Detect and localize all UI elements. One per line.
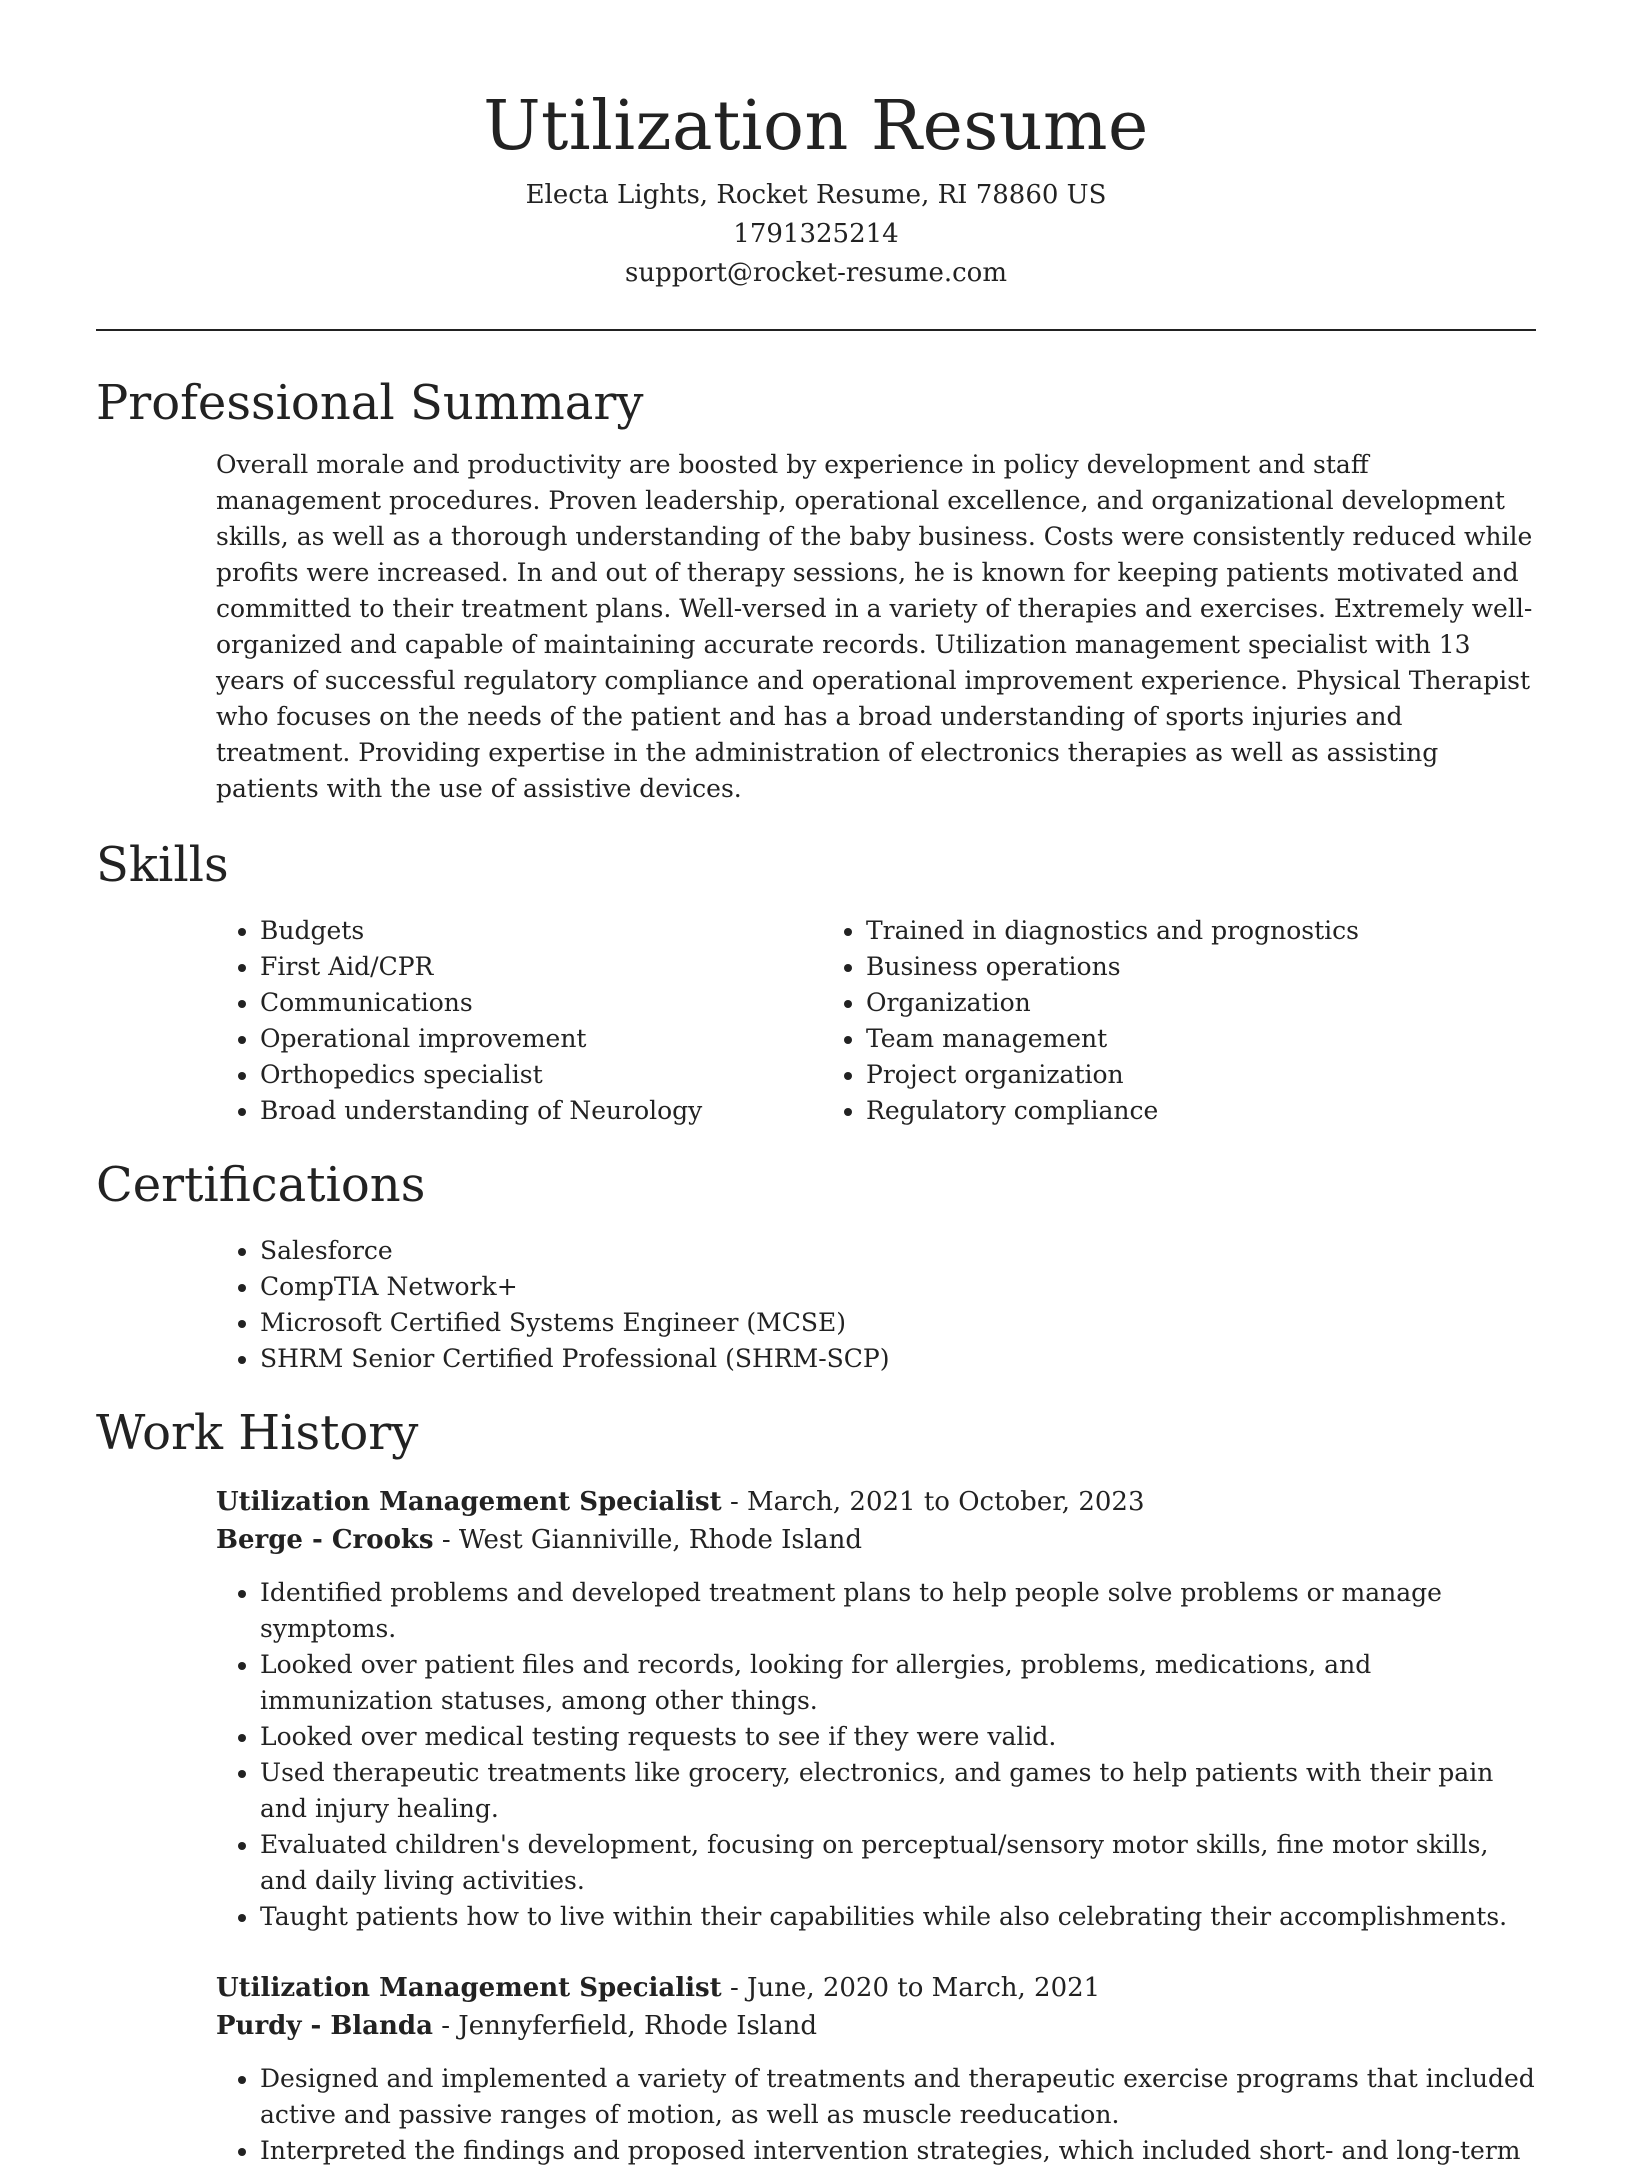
job-duty: • Evaluated children's development, focusing on perceptual/sensory motor skills, fine motor skills, and daily living activities. [260, 1827, 1536, 1899]
skill-item: • Organization [866, 985, 1536, 1021]
certification-item: • SHRM Senior Certified Professional (SHRM-SCP) [260, 1341, 1536, 1377]
job-duty: • Looked over patient files and records, looking for allergies, problems, medications, and immunization statuses, among other things. [260, 1647, 1536, 1719]
summary-text: Overall morale and productivity are boosted by experience in policy development and staff management procedures. Proven leadership, operational excellence, and organizational development skills, as well as a thorough understanding of the baby business. Costs were consistently reduced while profits were increased. In and out of therapy sessions, he is known for keeping patients motivated and committed to their treatment plans. Well-versed in a variety of therapies and exercises. Extremely well-organized and capable of maintaining accurate records. Utilization management specialist with 13 years of successful regulatory compliance and operational improvement experience. Physical Therapist who focuses on the needs of the patient and has a broad understanding of sports injuries and treatment. Providing expertise in the administration of electronics therapies as well as assisting patients with the use of assistive devices. [216, 450, 1533, 803]
contact-phone: 1791325214 [733, 219, 899, 249]
job-company: Purdy - Blanda [216, 2011, 433, 2041]
job-location: Jennyferfield, Rhode Island [458, 2011, 818, 2041]
skill-item: • Regulatory compliance [866, 1093, 1536, 1129]
skill-item: • Team management [866, 1021, 1536, 1057]
resume-title: Utilization Resume [483, 87, 1149, 166]
skill-item: • Project organization [866, 1057, 1536, 1093]
job-duty: • Taught patients how to live within their capabilities while also celebrating their accomplishments. [260, 1899, 1536, 1935]
skill-item: • First Aid/CPR [260, 949, 822, 985]
contact-block [0, 176, 1632, 293]
resume-header [0, 0, 1632, 293]
skills-column-left [216, 913, 822, 1129]
job-company: Berge - Crooks [216, 1525, 434, 1555]
job-duty: • Looked over medical testing requests to see if they were valid. [260, 1719, 1536, 1755]
certification-item: • Microsoft Certified Systems Engineer (MCSE) [260, 1305, 1536, 1341]
job-duty: • Interpreted the findings and proposed intervention strategies, which included short- and long-term [260, 2133, 1536, 2169]
job-dates: June, 2020 to March, 2021 [747, 1973, 1101, 2003]
header-divider [96, 329, 1536, 331]
job-entry [216, 1969, 1536, 2169]
job-duties-list [216, 2061, 1536, 2169]
section-title-certifications: Certifications [96, 1157, 426, 1213]
section-title-work-history: Work History [96, 1405, 419, 1461]
contact-email: support@rocket-resume.com [624, 258, 1007, 288]
job-title-line: Utilization Management Specialist - June, 2020 to March, 2021 [216, 1973, 1101, 2003]
certification-item: • CompTIA Network+ [260, 1269, 1536, 1305]
skill-item: • Budgets [260, 913, 822, 949]
job-duties-list [216, 1575, 1536, 1935]
skill-item: • Business operations [866, 949, 1536, 985]
skill-item: • Broad understanding of Neurology [260, 1093, 822, 1129]
job-company-line: Berge - Crooks - West Gianniville, Rhode Island [216, 1525, 862, 1555]
skill-item: • Orthopedics specialist [260, 1057, 822, 1093]
job-duty: • Used therapeutic treatments like grocery, electronics, and games to help patients with their pain and injury healing. [260, 1755, 1536, 1827]
skills-list [216, 913, 1536, 1129]
job-dates: March, 2021 to October, 2023 [747, 1487, 1145, 1517]
skill-item: • Trained in diagnostics and prognostics [866, 913, 1536, 949]
job-role: Utilization Management Specialist [216, 1487, 722, 1517]
skills-column-right [822, 913, 1536, 1129]
certifications-list [216, 1233, 1536, 1377]
section-title-skills: Skills [96, 837, 229, 893]
job-duty: • Designed and implemented a variety of treatments and therapeutic exercise programs that included active and passive ranges of motion, as well as muscle reeducation. [260, 2061, 1536, 2133]
job-entry [216, 1483, 1536, 1935]
job-company-line: Purdy - Blanda - Jennyferfield, Rhode Island [216, 2011, 818, 2041]
skill-item: • Communications [260, 985, 822, 1021]
job-location: West Gianniville, Rhode Island [458, 1525, 862, 1555]
job-title-line: Utilization Management Specialist - March, 2021 to October, 2023 [216, 1487, 1145, 1517]
skill-item: • Operational improvement [260, 1021, 822, 1057]
contact-address: Electa Lights, Rocket Resume, RI 78860 US [525, 180, 1107, 210]
certification-item: • Salesforce [260, 1233, 1536, 1269]
section-title-summary: Professional Summary [96, 375, 644, 431]
job-duty: • Identified problems and developed treatment plans to help people solve problems or manage symptoms. [260, 1575, 1536, 1647]
job-role: Utilization Management Specialist [216, 1973, 722, 2003]
